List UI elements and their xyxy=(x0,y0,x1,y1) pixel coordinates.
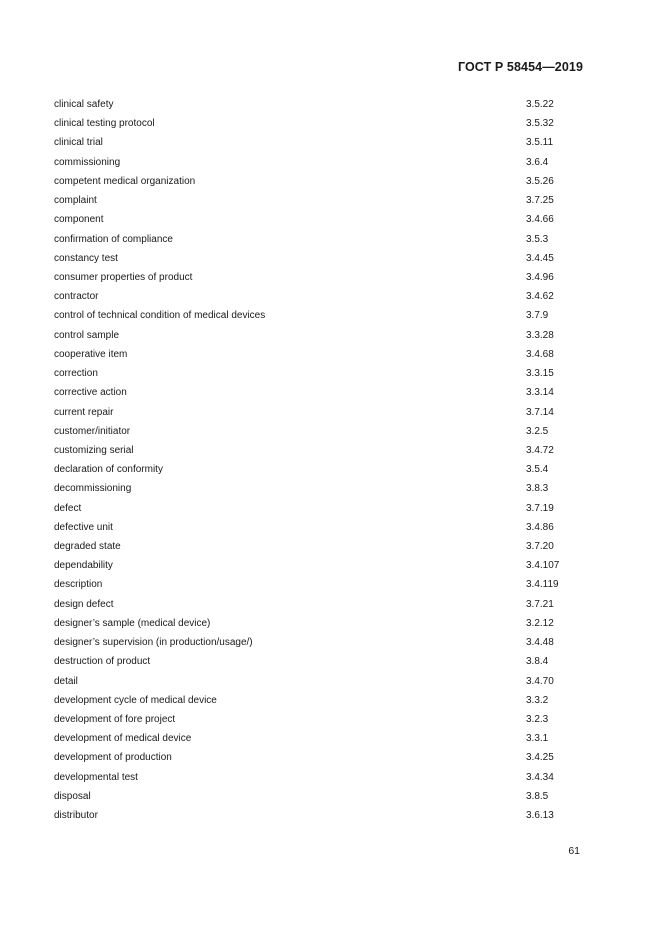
document-header: ГОСТ Р 58454—2019 xyxy=(457,60,583,74)
index-entry xyxy=(54,633,558,652)
index-clause-ref: 3.3.1 xyxy=(526,733,549,745)
index-term: complaint xyxy=(54,195,97,207)
index-clause-ref: 3.8.4 xyxy=(526,656,549,668)
index-entry xyxy=(54,403,558,422)
index-term: constancy test xyxy=(54,252,118,264)
index-term: detail xyxy=(54,675,78,687)
index-term: correction xyxy=(54,368,98,380)
index-term: disposal xyxy=(54,790,91,802)
index-entry xyxy=(54,364,558,383)
index-entry xyxy=(54,326,558,345)
index-term: development of medical device xyxy=(54,733,192,745)
index-entry xyxy=(54,614,558,633)
index-term: corrective action xyxy=(54,387,127,399)
index-entry xyxy=(54,691,558,710)
index-entry xyxy=(54,441,558,460)
index-clause-ref: 3.4.70 xyxy=(526,675,554,687)
index-entry xyxy=(54,499,558,518)
index-clause-ref: 3.3.15 xyxy=(526,368,554,380)
index-term: confirmation of compliance xyxy=(54,233,173,245)
index-clause-ref: 3.5.32 xyxy=(526,118,554,130)
index-clause-ref: 3.4.86 xyxy=(526,521,554,533)
index-term: control sample xyxy=(54,329,120,341)
index-clause-ref: 3.7.20 xyxy=(526,541,554,553)
index-clause-ref: 3.7.25 xyxy=(526,195,554,207)
index-term: control of technical condition of medical devices xyxy=(54,310,266,322)
index-entry xyxy=(54,114,558,133)
index-term: clinical trial xyxy=(54,137,103,149)
index-clause-ref: 3.4.62 xyxy=(526,291,554,303)
index-clause-ref: 3.5.26 xyxy=(526,175,554,187)
index-term: designer’s supervision (in production/usage/) xyxy=(54,637,253,649)
index-clause-ref: 3.3.2 xyxy=(526,694,549,706)
index-entry xyxy=(54,268,558,287)
index-term: degraded state xyxy=(54,541,121,553)
index-entry xyxy=(54,729,558,748)
index-entry xyxy=(54,287,558,306)
index-clause-ref: 3.2.5 xyxy=(526,425,549,437)
index-term: clinical safety xyxy=(54,99,114,110)
index-term: commissioning xyxy=(54,156,121,168)
index-entry xyxy=(54,672,558,691)
index-term: clinical testing protocol xyxy=(54,118,155,130)
index-term: contractor xyxy=(54,291,99,303)
index-clause-ref: 3.2.12 xyxy=(526,617,554,629)
index-clause-ref: 3.3.14 xyxy=(526,387,554,399)
index-entry xyxy=(54,748,558,767)
index-clause-ref: 3.4.68 xyxy=(526,348,554,360)
index-clause-ref: 3.4.34 xyxy=(526,771,554,783)
index-clause-ref: 3.4.45 xyxy=(526,252,554,264)
index-clause-ref: 3.4.48 xyxy=(526,637,554,649)
index-entry xyxy=(54,575,558,594)
index-clause-ref: 3.8.3 xyxy=(526,483,549,495)
index-clause-ref: 3.5.22 xyxy=(526,99,554,110)
index-term: development of fore project xyxy=(54,714,176,725)
index-entry xyxy=(54,460,558,479)
index-term: dependability xyxy=(54,560,113,572)
index-term: designer’s sample (medical device) xyxy=(54,617,211,629)
index-clause-ref: 3.7.21 xyxy=(526,598,554,610)
index-clause-ref: 3.4.66 xyxy=(526,214,554,226)
index-clause-ref: 3.5.11 xyxy=(526,137,554,149)
index-entry xyxy=(54,383,558,402)
index-clause-ref: 3.6.4 xyxy=(526,156,549,168)
index-entry xyxy=(54,345,558,364)
index-entry xyxy=(54,306,558,325)
index-term: component xyxy=(54,214,104,226)
index-term: description xyxy=(54,579,103,591)
index-entry xyxy=(54,787,558,806)
index-clause-ref: 3.5.4 xyxy=(526,464,549,476)
index-clause-ref: 3.4.107 xyxy=(526,560,560,572)
index-term: declaration of conformity xyxy=(54,464,163,476)
index-entry xyxy=(54,191,558,210)
index-term: defective unit xyxy=(54,521,113,533)
index-term: destruction of product xyxy=(54,656,151,668)
index-clause-ref: 3.4.119 xyxy=(526,579,559,591)
index-entry xyxy=(54,133,558,152)
index-clause-ref: 3.8.5 xyxy=(526,790,549,802)
index-entry xyxy=(54,249,558,268)
index-term: defect xyxy=(54,502,82,514)
index-clause-ref: 3.5.3 xyxy=(526,233,549,245)
index-entry xyxy=(54,95,558,114)
index-term: decommissioning xyxy=(54,483,132,495)
index-clause-ref: 3.4.72 xyxy=(526,444,554,456)
index-entry xyxy=(54,230,558,249)
index-entry xyxy=(54,172,558,191)
index-term: development of production xyxy=(54,752,172,764)
index-entry xyxy=(54,806,558,825)
index-term: customizing serial xyxy=(54,444,134,456)
index-entry xyxy=(54,768,558,787)
index-clause-ref: 3.6.13 xyxy=(526,810,554,822)
index-entry xyxy=(54,595,558,614)
index-term: competent medical organization xyxy=(54,175,196,187)
index-entry xyxy=(54,518,558,537)
index-term: distributor xyxy=(54,810,98,822)
index-entry xyxy=(54,652,558,671)
index-clause-ref: 3.7.9 xyxy=(526,310,549,322)
index-clause-ref: 3.4.25 xyxy=(526,752,554,764)
index-entry xyxy=(54,153,558,172)
index-clause-ref: 3.2.3 xyxy=(526,714,549,725)
index-entry xyxy=(54,556,558,575)
index-term: customer/initiator xyxy=(54,425,131,437)
index-term: current repair xyxy=(54,406,114,418)
index-entry xyxy=(54,710,558,729)
index-entry xyxy=(54,422,558,441)
page-number: 61 xyxy=(568,845,580,857)
index-clause-ref: 3.7.14 xyxy=(526,406,554,418)
index-clause-ref: 3.3.28 xyxy=(526,329,554,341)
index-clause-ref: 3.4.96 xyxy=(526,271,554,283)
index-entry xyxy=(54,210,558,229)
index-term: design defect xyxy=(54,598,114,610)
index-entry xyxy=(54,537,558,556)
index-term: developmental test xyxy=(54,771,138,783)
index-entry xyxy=(54,479,558,498)
index-term: cooperative item xyxy=(54,348,128,360)
index-term: development cycle of medical device xyxy=(54,694,217,706)
term-index-list xyxy=(54,95,558,825)
index-term: consumer properties of product xyxy=(54,271,193,283)
index-clause-ref: 3.7.19 xyxy=(526,502,554,514)
